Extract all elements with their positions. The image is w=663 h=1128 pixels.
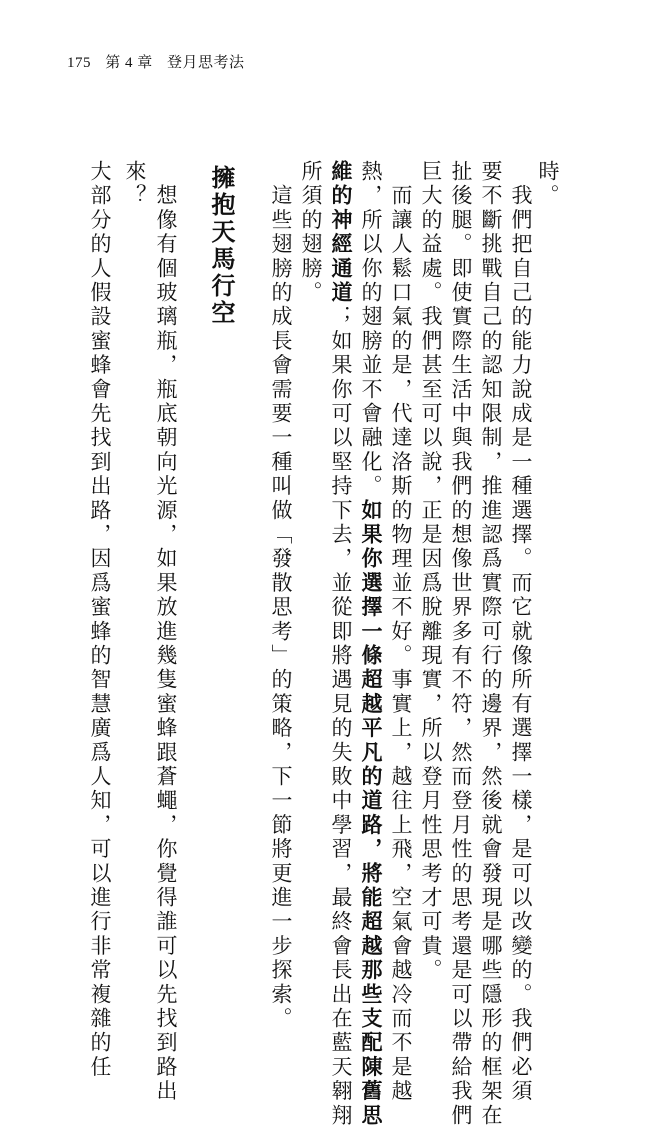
text-column [537,160,558,208]
text: 大部分的人假設蜜蜂會先找到出路，因爲蜜蜂的智慧廣爲人知，可以進行非常複雜的任 [88,160,112,1080]
text-column [480,160,501,1128]
text-column [124,160,145,208]
bold-text: 維的神經通道 [329,160,354,306]
chapter-label: 第 4 章 [105,55,153,71]
text: 巨大的益處。我們甚至可以說，正是因爲脫離現實，所以登月性思考才可貴。 [419,160,443,983]
text: 我們把自己的能力說成是一種選擇。而它就像所有選擇一樣，是可以改變的。我們必須 [509,160,533,1104]
text-column [270,160,291,1031]
text-column [420,160,441,983]
running-head [67,51,255,72]
text-column [155,160,176,1104]
text: ；如果你可以堅持下去，並從即將遇見的失敗中學習，最終會長出在藍天翱翔 [329,305,353,1128]
text: 來？ [123,160,147,209]
chapter-title: 登月思考法 [167,55,245,71]
text-column [360,160,382,1128]
text-column [330,160,352,1128]
text: 時。 [536,160,560,209]
text: 扯後腿。即使實際生活中與我們的想像世界多有不符，然而登月性的思考還是可以帶給我們 [449,160,473,1128]
bold-text: 如果你選擇一條超越平凡的道路，將能超越那些支配陳舊思 [359,498,384,1128]
text: 這些翅膀的成長會需要一種叫做「發散思考」的策略，下一節將更進一步探索。 [269,160,293,1032]
text: 而讓人鬆口氣的是，代達洛斯的物理並不好。事實上，越往上飛，空氣會越冷而不是越 [389,160,413,1104]
section-heading: 擁抱天馬行空 [207,165,235,327]
text: 要不斷挑戰自己的認知限制，推進認爲實際可行的邊界，然後就會發現是哪些隱形的框架在 [479,160,503,1128]
text: 想像有個玻璃瓶，瓶底朝向光源，如果放進幾隻蜜蜂跟蒼蠅，你覺得誰可以先找到路出 [154,160,178,1104]
text: 所須的翅膀。 [299,160,323,306]
page-number: 175 [67,55,91,71]
text-column [510,160,531,1104]
text-column [390,160,411,1104]
text-column [89,160,110,1080]
text-column [300,160,321,305]
text-column [450,160,471,1128]
text: 熱，所以你的翅膀並不會融化。 [359,160,383,499]
